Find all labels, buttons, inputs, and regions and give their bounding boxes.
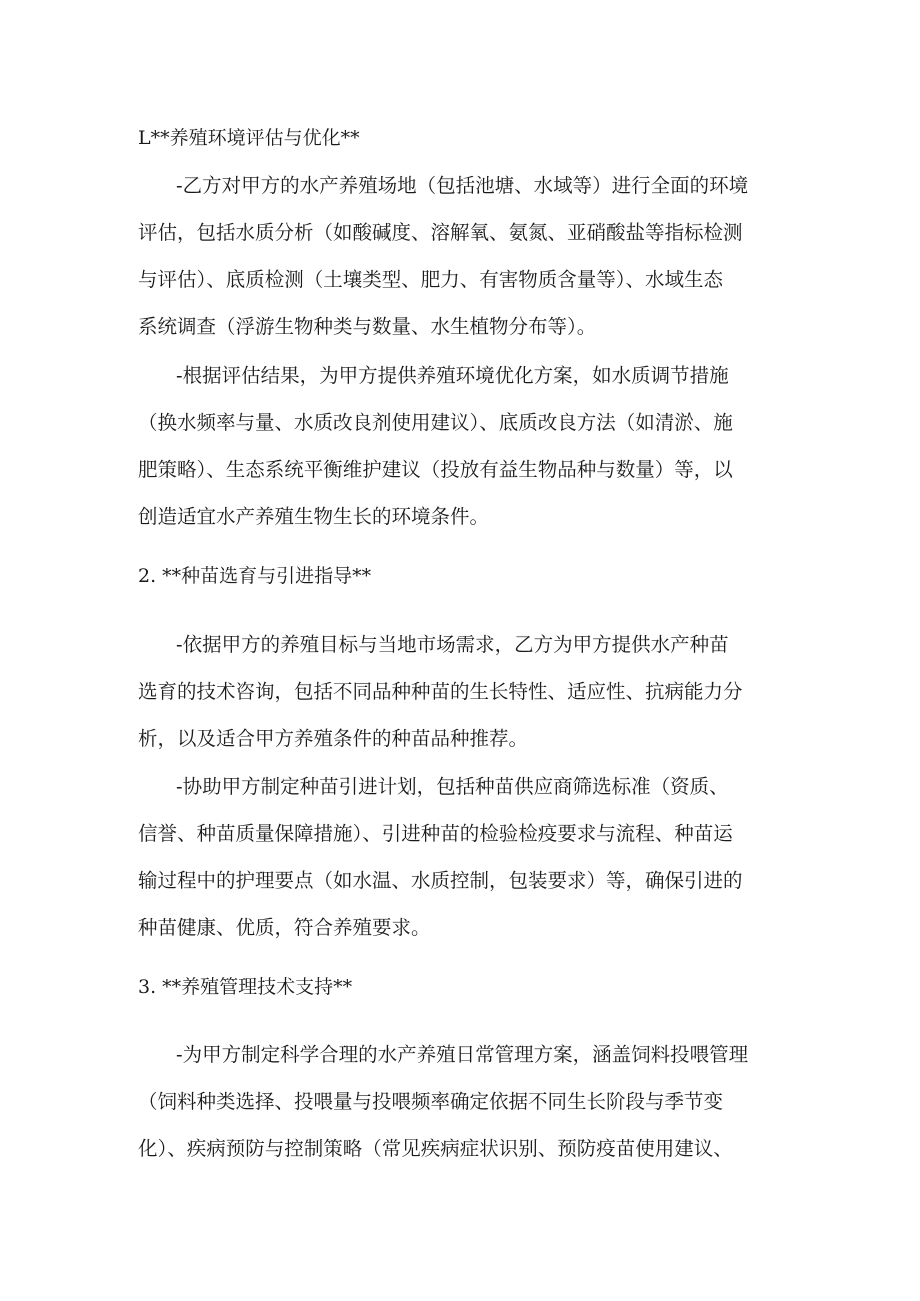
- paragraph-line: 信誉、种苗质量保障措施）、引进种苗的检验检疫要求与流程、种苗运: [138, 822, 733, 845]
- paragraph-line: 种苗健康、优质，符合养殖要求。: [138, 916, 431, 939]
- section-heading: L**养殖环境评估与优化**: [138, 127, 360, 149]
- section-heading: 2. **种苗选育与引进指导**: [138, 565, 372, 587]
- paragraph-line: （换水频率与量、水质改良剂使用建议）、底质改良方法（如清淤、施: [138, 411, 733, 434]
- paragraph-line: （饲料种类选择、投喂量与投喂频率确定依据不同生长阶段与季节变: [138, 1090, 724, 1113]
- paragraph-line: 输过程中的护理要点（如水温、水质控制，包装要求）等，确保引进的: [138, 869, 743, 892]
- paragraph-line: 析，以及适合甲方养殖条件的种苗品种推荐。: [138, 727, 529, 750]
- paragraph: [138, 621, 778, 762]
- paragraph-line: 创造适宜水产养殖生物生长的环境条件。: [138, 505, 490, 528]
- paragraph: [138, 763, 778, 951]
- paragraph-line: -为甲方制定科学合理的水产养殖日常管理方案，涵盖饲料投喂管理: [176, 1043, 749, 1066]
- paragraph-line: -协助甲方制定种苗引进计划，包括种苗供应商筛选标准（资质、: [176, 775, 729, 798]
- paragraph: [138, 352, 778, 540]
- paragraph-line: 化）、疾病预防与控制策略（常见疾病症状识别、预防疫苗使用建议、: [138, 1137, 733, 1160]
- paragraph-line: -乙方对甲方的水产养殖场地（包括池塘、水域等）进行全面的环境: [176, 174, 749, 197]
- paragraph: [138, 1031, 778, 1172]
- paragraph-line: 与评估）、底质检测（土壤类型、肥力、有害物质含量等）、水域生态: [138, 268, 724, 291]
- paragraph: [138, 162, 778, 350]
- paragraph-line: 选育的技术咨询，包括不同品种种苗的生长特性、适应性、抗病能力分: [138, 680, 743, 703]
- paragraph-line: 评估，包括水质分析（如酸碱度、溶解氧、氨氮、亚硝酸盐等指标检测: [138, 221, 743, 244]
- paragraph-line: 肥策略）、生态系统平衡维护建议（投放有益生物品种与数量）等，以: [138, 458, 733, 481]
- section-heading: 3. **养殖管理技术支持**: [138, 976, 353, 998]
- paragraph-line: 系统调查（浮游生物种类与数量、水生植物分布等）。: [138, 315, 597, 338]
- paragraph-line: -根据评估结果，为甲方提供养殖环境优化方案，如水质调节措施: [176, 364, 729, 387]
- paragraph-line: -依据甲方的养殖目标与当地市场需求，乙方为甲方提供水产种苗: [176, 633, 729, 656]
